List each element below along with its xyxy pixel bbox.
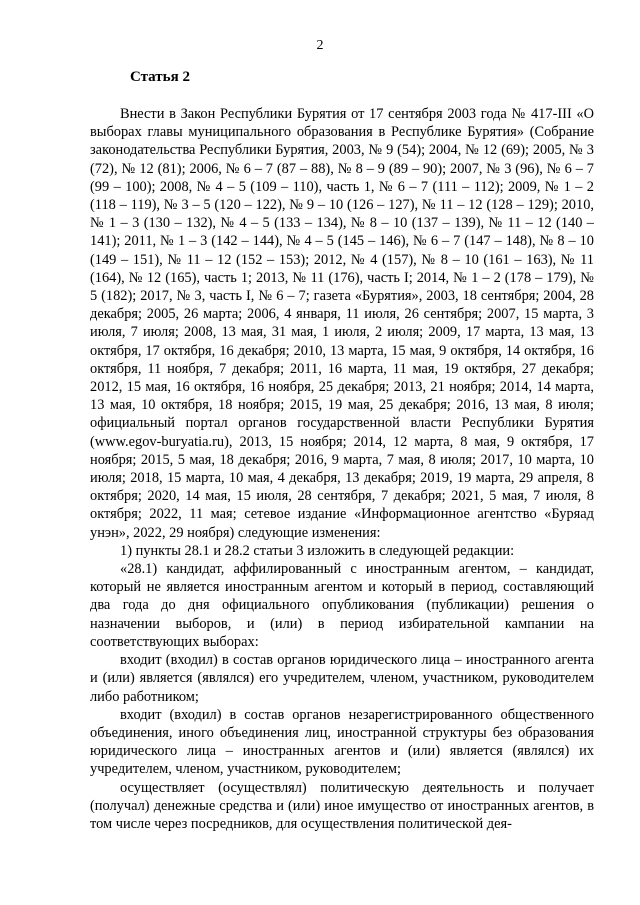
- paragraph-criterion-political-activity: осуществляет (осуществлял) политическую деятельность и получает (получал) денежные средства и (или) иное имущество от иностранных агентов, в том числе через посредников, для осуществления политической дея-: [90, 779, 594, 832]
- page-number: 2: [316, 38, 324, 53]
- article-body: [90, 105, 594, 833]
- paragraph-criterion-unregistered-association: входит (входил) в состав органов незарегистрированного общественного объединения, иного объединения лиц, иностранной структуры без образования юридического лица – иностранных агентов и (или) является (являлся) их учредителем, членом, участником, руководителем;: [90, 706, 594, 778]
- article-title: Статья 2: [130, 69, 190, 85]
- paragraph-definition-28-1: «28.1) кандидат, аффилированный с иностранным агентом, – кандидат, который не является иностранным агентом и который в период, составляющий два года до дня официального опубликования (публикации) решения о назначении выборов, и (или) в период избирательной кампании на соответствующих выборах:: [90, 561, 594, 650]
- paragraph-criterion-legal-entity: входит (входил) в состав органов юридического лица – иностранного агента и (или) является (являлся) его учредителем, членом, участником, руководителем либо работником;: [90, 652, 594, 705]
- paragraph-intro: Внести в Закон Республики Бурятия от 17 сентября 2003 года № 417-III «О выборах главы муниципального образования в Республике Бурятия» (Собрание законодательства Республики Бурятия, 2003, № 9 (54); 2004, № 12 (69); 2005, № 3 (72), № 12 (81); 2006, № 6 – 7 (87 – 88), № 8 – 9 (89 – 90); 2007, № 3 (96), № 6 – 7 (99 – 100); 2008, № 4 – 5 (109 – 110), часть 1, № 6 – 7 (111 – 112); 2009, № 1 – 2 (118 – 119), № 3 – 5 (120 – 122), № 9 – 10 (126 – 127), № 11 – 12 (128 – 129); 2010, № 1 – 3 (130 – 132), № 4 – 5 (133 – 134), № 8 – 10 (137 – 139), № 11 – 12 (140 – 141); 2011, № 1 – 3 (142 – 144), № 4 – 5 (145 – 146), № 6 – 7 (147 – 148), № 8 – 10 (149 – 151), № 11 – 12 (152 – 153); 2012, № 4 (157), № 8 – 10 (161 – 163), № 11 (164), № 12 (165), часть 1; 2013, № 11 (176), часть I; 2014, № 1 – 2 (178 – 179), № 5 (182); 2017, № 3, часть I, № 6 – 7; газета «Бурятия», 2003, 18 сентября; 2004, 28 декабря; 2005, 26 марта; 2006, 4 января, 11 июля, 26 сентября; 2007, 15 марта, 3 июля, 7 июля; 2008, 13 мая, 31 мая, 1 июля, 2 июля; 2009, 17 марта, 13 мая, 13 октября, 17 октября, 16 декабря; 2010, 13 марта, 15 мая, 9 октября, 14 октября, 16 октября, 11 ноября, 7 декабря; 2011, 16 марта, 11 мая, 19 октября, 27 декабря; 2012, 15 мая, 16 октября, 16 ноября, 25 декабря; 2013, 21 ноября; 2014, 14 марта, 13 мая, 10 октября, 18 ноября; 2015, 19 мая, 25 декабря; 2016, 13 мая, 8 июля; официальный портал органов государственной власти Республики Бурятия (www.egov-buryatia.ru), 2013, 15 ноября; 2014, 12 марта, 8 мая, 9 октября, 17 ноября; 2015, 5 мая, 18 декабря; 2016, 9 марта, 7 мая, 8 июля; 2017, 10 марта, 10 июля; 2018, 15 марта, 10 мая, 4 декабря, 13 декабря; 2019, 19 марта, 29 апреля, 8 октября; 2020, 14 мая, 15 июля, 28 сентября, 7 декабря; 2021, 5 мая, 7 июля, 8 октября; 2022, 11 мая; сетевое издание «Информационное агентство «Буряад унэн», 2022, 29 ноября) следующие изменения:: [90, 106, 594, 541]
- paragraph-item-1: 1) пункты 28.1 и 28.2 статьи 3 изложить в следующей редакции:: [120, 542, 515, 559]
